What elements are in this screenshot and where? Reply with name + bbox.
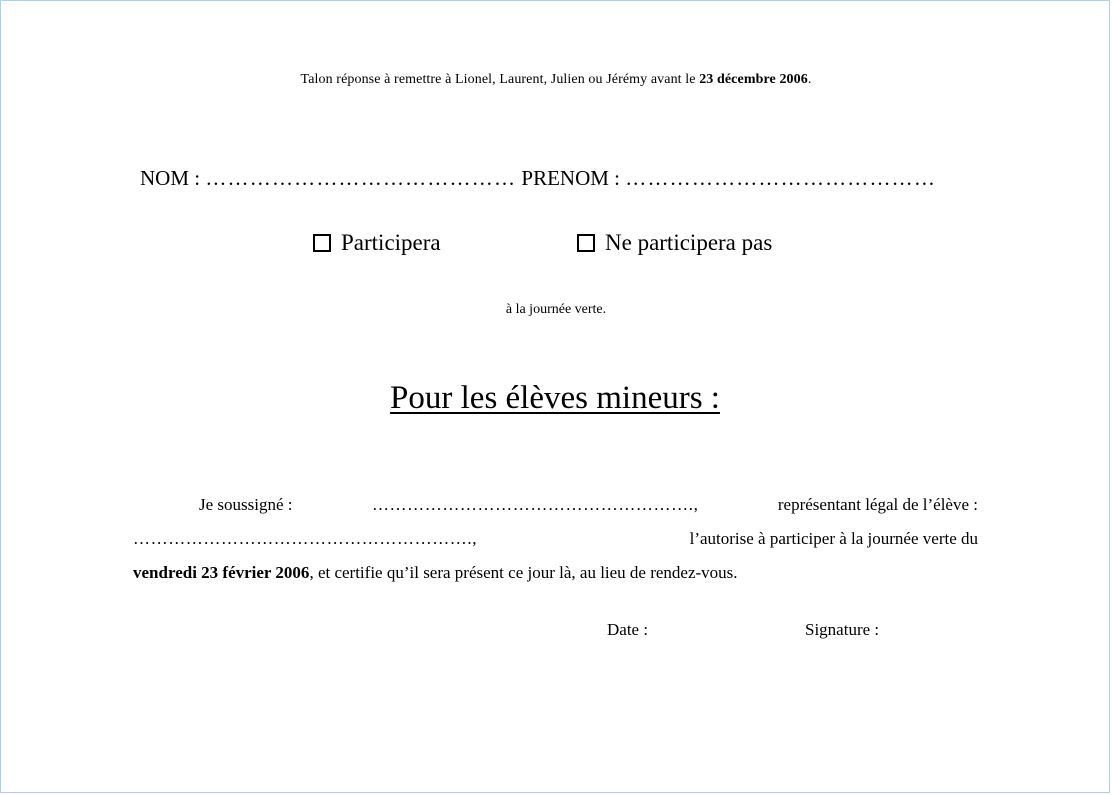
nom-label: NOM : <box>140 166 206 190</box>
prenom-field[interactable]: …………………………………… <box>625 166 937 190</box>
nom-field[interactable]: …………………………………… <box>205 166 517 190</box>
identity-row <box>140 166 980 191</box>
paragraph-line-3 <box>133 556 978 590</box>
eleve-field[interactable]: …………………………………………………., <box>133 529 478 548</box>
participate-label: Participera <box>341 230 441 255</box>
date-label: Date : <box>607 620 649 639</box>
header-instruction <box>0 72 1112 88</box>
soussigne-field[interactable]: ………………………………………………., <box>371 495 699 514</box>
signature-label: Signature : <box>805 620 880 639</box>
prenom-label: PRENOM : <box>516 166 626 190</box>
not-participate-option[interactable] <box>577 230 772 256</box>
paragraph-line-2 <box>133 522 978 556</box>
header-suffix: . <box>807 72 812 87</box>
paragraph-line-1 <box>133 488 978 522</box>
not-participate-checkbox[interactable] <box>577 234 595 252</box>
not-participate-label: Ne participera pas <box>605 230 773 255</box>
event-date: vendredi 23 février 2006 <box>133 563 310 582</box>
header-deadline: 23 décembre 2006 <box>699 72 808 87</box>
participate-checkbox[interactable] <box>313 234 331 252</box>
section-title: Pour les élèves mineurs : <box>390 380 720 416</box>
soussigne-label: Je soussigné : <box>199 495 293 514</box>
representant-label: représentant légal de l’élève : <box>777 495 978 514</box>
event-line: à la journée verte. <box>505 302 607 317</box>
consent-paragraph <box>133 488 978 590</box>
header-prefix: Talon réponse à remettre à Lionel, Laurent, Julien ou Jérémy avant le <box>300 72 700 87</box>
certifie-text: , et certifie qu’il sera présent ce jour là, au lieu de rendez-vous. <box>309 563 738 582</box>
autorise-label: l’autorise à participer à la journée verte du <box>689 529 978 548</box>
participate-option[interactable] <box>313 230 441 256</box>
